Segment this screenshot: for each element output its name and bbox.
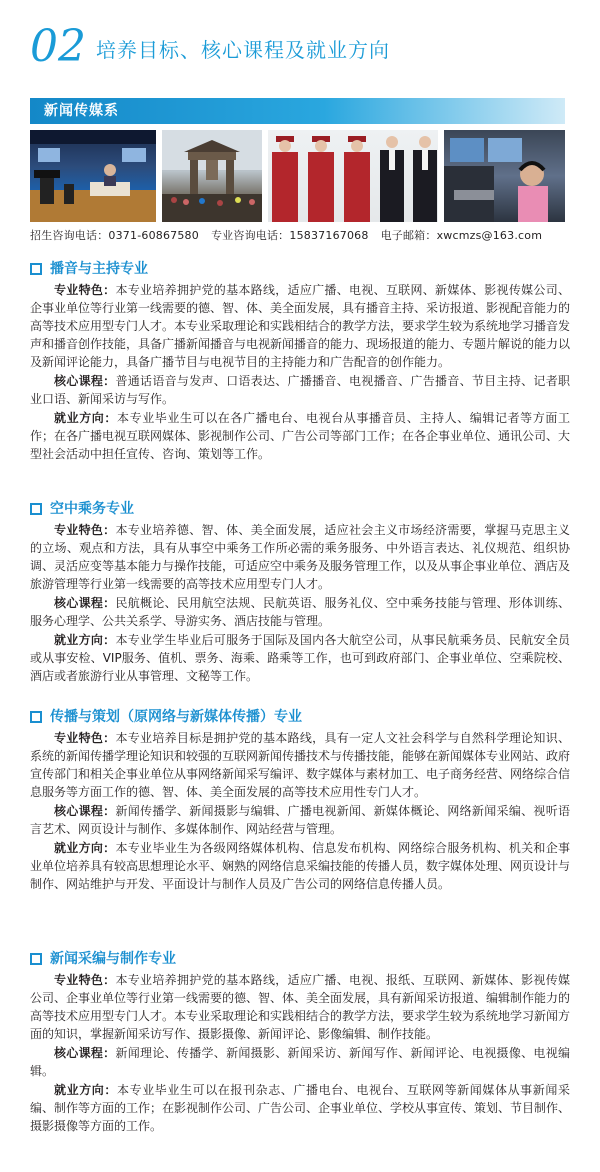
studio-photo: [30, 130, 156, 222]
checkbox-square-icon: [30, 263, 42, 275]
major-feature: 专业特色：本专业培养目标是拥护党的基本路线，具有一定人文社会科学与自然科学理论知识、系统的新闻传播学理论知识和较强的互联网新闻传播技术与传播技能，能够在新闻媒体专业网站、政府宣传部门和相关企事业单位从事网络新闻采写编评、数字媒体与素材加工、电子商务经营、网络综合信息服务等方面工作的德、智、体、美全面发展的高等技术应用性专门人才。: [30, 731, 571, 799]
major-career: 就业方向：本专业毕业生可以在报刊杂志、广播电台、电视台、互联网等新闻媒体从事新闻采编、制作等方面的工作；在影视制作公司、广告公司、企事业单位、学校从事宣传、策划、节目制作、摄影摄像等方面的工作。: [30, 1083, 571, 1133]
email-address: xwcmzs@163.com: [436, 229, 543, 242]
admission-phone-label: 招生咨询电话：: [30, 229, 109, 242]
checkbox-square-icon: [30, 953, 42, 965]
section-title: 新闻采编与制作专业: [30, 948, 570, 970]
section-number: 02: [30, 21, 86, 72]
checkbox-square-icon: [30, 503, 42, 515]
major-courses: 核心课程：新闻理论、传播学、新闻摄影、新闻采访、新闻写作、新闻评论、电视摄像、电视编辑。: [30, 1046, 570, 1078]
checkbox-square-icon: [30, 711, 42, 723]
department-banner: [30, 98, 565, 124]
major-section-broadcasting: [30, 258, 570, 463]
department-name: 新闻传媒系: [44, 103, 119, 119]
major-career: 就业方向：本专业毕业生可以在各广播电台、电视台从事播音员、主持人、编辑记者等方面工作；在各广播电视互联网媒体、影视制作公司、广告公司等部门工作；在各企事业单位、通讯公司、大型社会活动中担任宣传、咨询、策划等工作。: [30, 411, 571, 461]
section-title: 传播与策划（原网络与新媒体传播）专业: [30, 706, 570, 728]
photo-strip: [30, 130, 565, 222]
major-phone-label: 专业咨询电话：: [210, 229, 290, 242]
archway-photo: [162, 130, 262, 222]
contact-line: [30, 228, 575, 244]
email-label: 电子邮箱：: [380, 229, 437, 242]
section-title: 空中乘务专业: [30, 498, 570, 520]
page-header: [30, 22, 575, 74]
admission-phone: 0371-60867580: [108, 229, 199, 242]
broadcast-desk-photo: [444, 130, 565, 222]
major-phone: 15837167068: [289, 229, 369, 242]
major-feature: 专业特色：本专业培养德、智、体、美全面发展，适应社会主义市场经济需要，掌握马克思主义的立场、观点和方法，具有从事空中乘务工作所必需的乘务服务、中外语言表达、礼仪规范、组织协调、灵活应变等基本能力与操作技能，可适应空中乘务及服务管理工作，以及从事企事业单位、酒店及旅游管理等行业第一线需要的高等技术应用型专门人才。: [30, 523, 571, 591]
section-title: 播音与主持专业: [30, 258, 570, 280]
major-courses: 核心课程：新闻传播学、新闻摄影与编辑、广播电视新闻、新媒体概论、网络新闻采编、视听语言艺术、网页设计与制作、多媒体制作、网站经营与管理。: [30, 804, 570, 836]
crew-and-anchors-photo: [268, 130, 438, 222]
page-title: 培养目标、核心课程及就业方向: [96, 38, 390, 62]
major-courses: 核心课程：民航概论、民用航空法规、民航英语、服务礼仪、空中乘务技能与管理、形体训练、服务心理学、公共关系学、导游实务、酒店技能与管理。: [30, 596, 570, 628]
major-feature: 专业特色：本专业培养拥护党的基本路线，适应广播、电视、报纸、互联网、新媒体、影视传媒公司、企事业单位等行业第一线需要的德、智、体、美全面发展，具有新闻采访报道、编辑制作能力的高等技术应用型专门人才。本专业采取理论和实践相结合的教学方法，要求学生较为系统地学习新闻方面的知识，掌握新闻采访写作、摄影摄像、新闻评论、影像编辑、制作技能。: [30, 973, 571, 1041]
major-section-flight-attendant: [30, 498, 570, 685]
major-career: 就业方向：本专业学生毕业后可服务于国际及国内各大航空公司，从事民航乘务员、民航安全员或从事安检、VIP服务、值机、票务、海乘、路乘等工作，也可到政府部门、企事业单位、空乘院校、酒店或者旅游行业从事管理、文秘等工作。: [30, 633, 570, 683]
major-feature: 专业特色：本专业培养拥护党的基本路线，适应广播、电视、互联网、新媒体、影视传媒公司、企事业单位等行业第一线需要的德、智、体、美全面发展，具有播音主持、采访报道、影视配音能力的高等技术应用型专门人才。本专业采取理论和实践相结合的教学方法，要求学生较为系统地学习播音发声和播音创作技能，具备广播新闻播音与电视新闻播音的能力、现场报道的能力、专题片解说的能力以及新闻评论能力，具备广播节目与电视节目的主持能力和广告配音的创作能力。: [30, 283, 571, 369]
major-courses: 核心课程：普通话语音与发声、口语表达、广播播音、电视播音、广告播音、节目主持、记者职业口语、新闻采访与写作。: [30, 374, 570, 406]
major-section-news-editing: [30, 948, 570, 1135]
major-career: 就业方向：本专业毕业生为各级网络媒体机构、信息发布机构、网络综合服务机构、机关和企事业单位培养具有较高思想理论水平、娴熟的网络信息采编技能的传播人员，数字媒体处理、网页设计与制作、网站维护与开发、平面设计与制作人员及广告公司的网络信息传播人员。: [30, 841, 571, 891]
major-section-communication: [30, 706, 570, 893]
